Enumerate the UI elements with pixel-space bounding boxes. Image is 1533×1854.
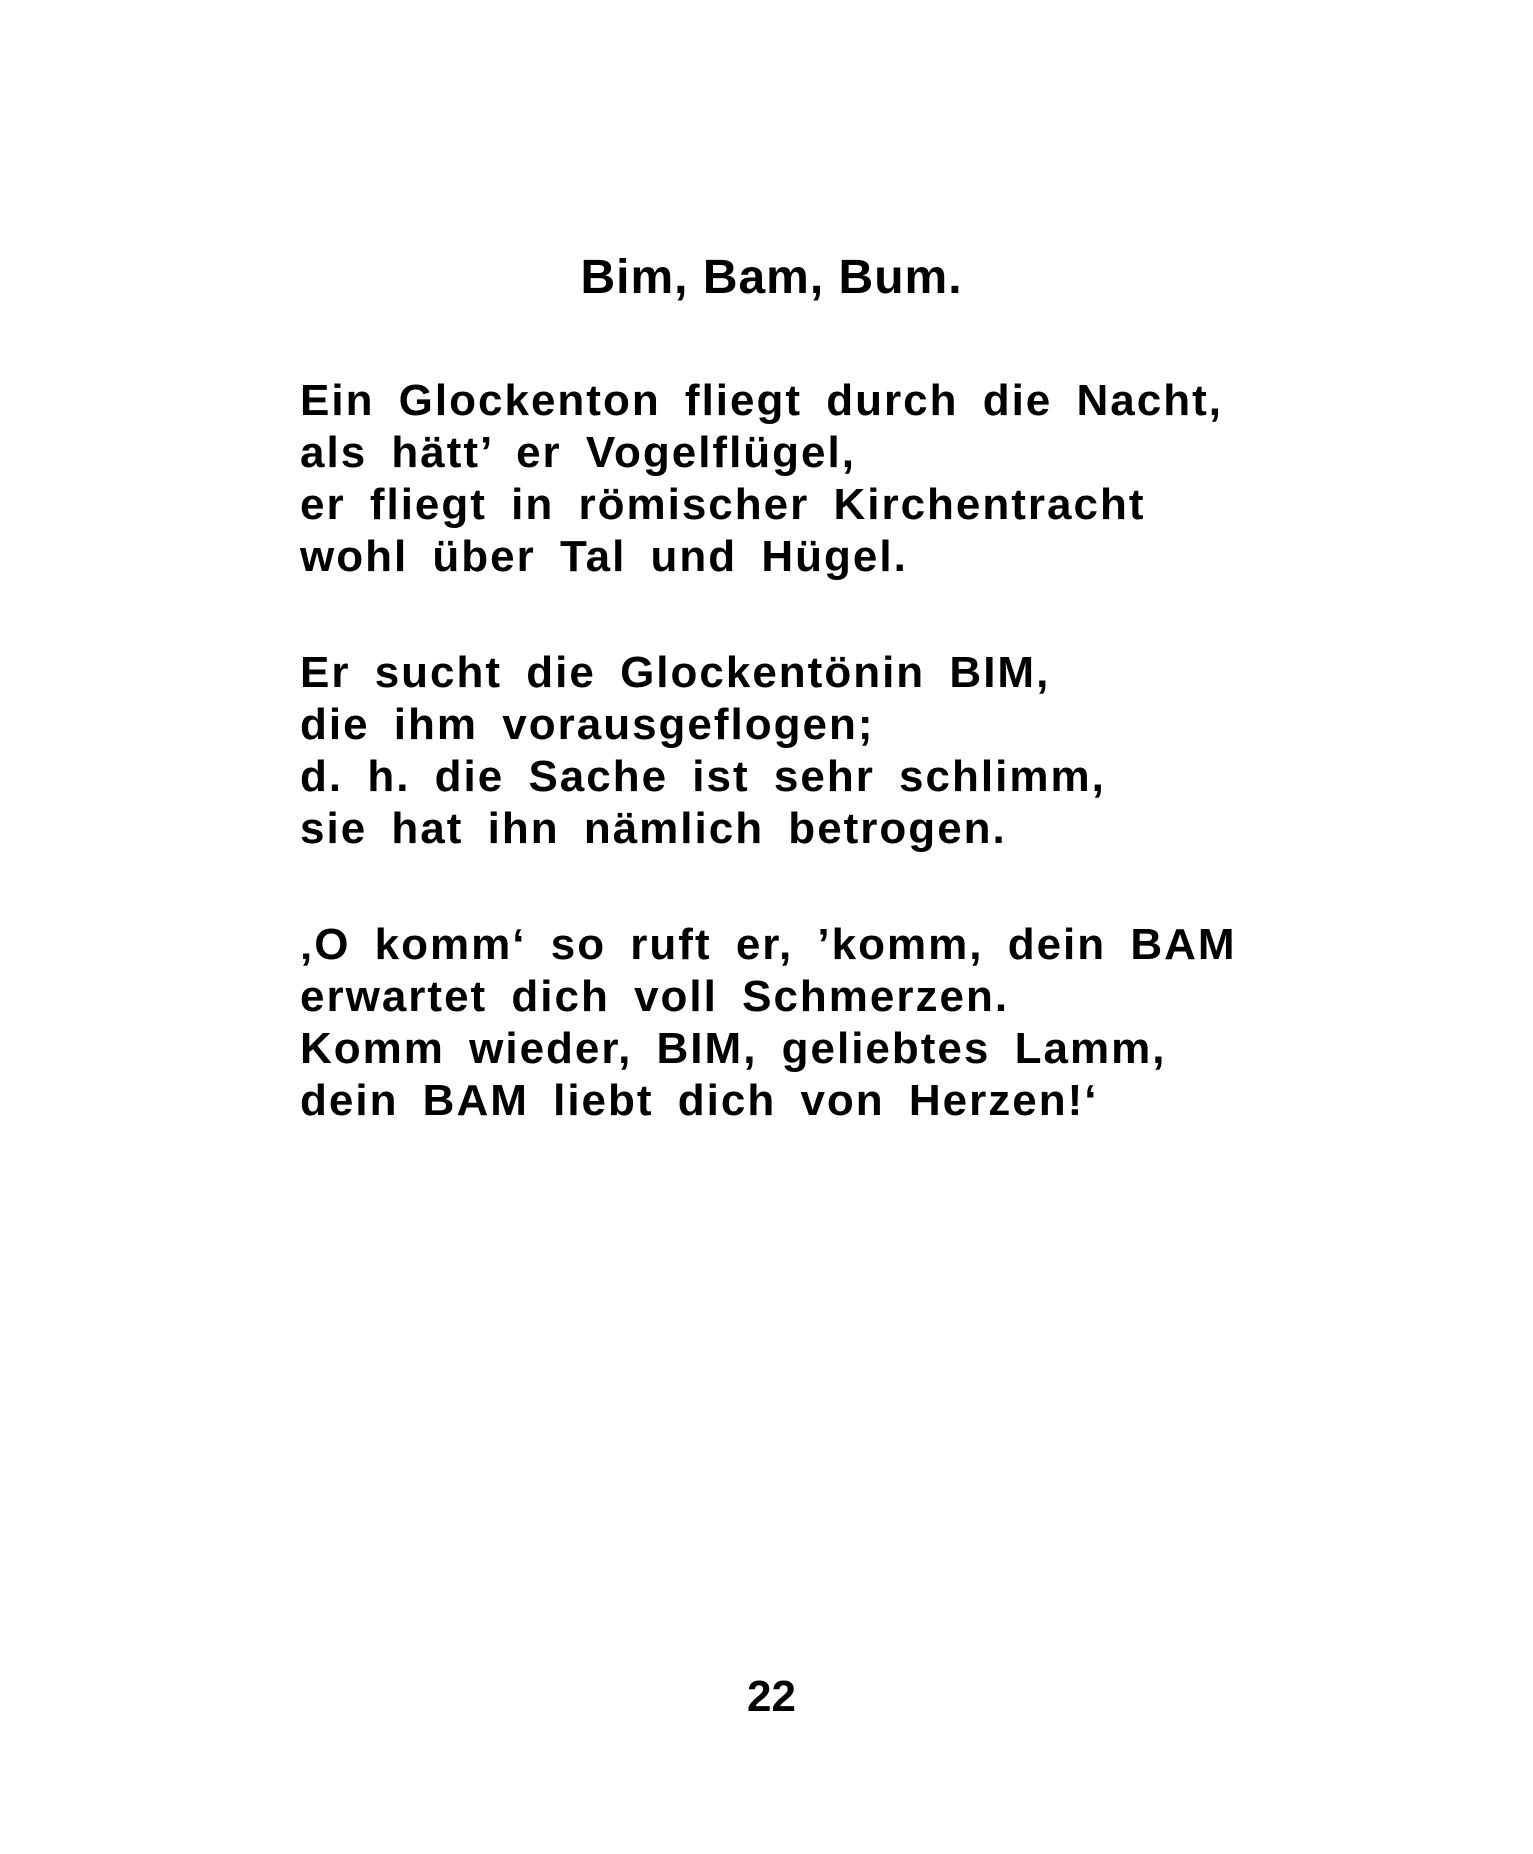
poem-line: sie hat ihn nämlich betrogen. — [300, 804, 1007, 853]
poem-line: ‚O komm‘ so ruft er, ’komm, dein BAM — [300, 920, 1237, 969]
page-number: 22 — [747, 1672, 796, 1721]
poem-line: Ein Glockenton fliegt durch die Nacht, — [300, 376, 1223, 425]
poem-line: die ihm vorausgeflogen; — [300, 700, 875, 749]
poem-line: wohl über Tal und Hügel. — [300, 532, 908, 581]
poem-body — [300, 375, 1300, 1191]
poem-line: als hätt’ er Vogelflügel, — [300, 428, 856, 477]
stanza-1 — [300, 375, 1300, 583]
poem-line: dein BAM liebt dich von Herzen!‘ — [300, 1076, 1099, 1125]
poem-line: Er sucht die Glockentönin BIM, — [300, 648, 1051, 697]
poem-line: d. h. die Sache ist sehr schlimm, — [300, 752, 1106, 801]
poem-line: er fliegt in römischer Kirchentracht — [300, 480, 1146, 529]
poem-line: erwartet dich voll Schmerzen. — [300, 972, 1010, 1021]
poem-title: Bim, Bam, Bum. — [580, 251, 963, 304]
poem-line: Komm wieder, BIM, geliebtes Lamm, — [300, 1024, 1167, 1073]
stanza-2 — [300, 647, 1300, 855]
stanza-3 — [300, 919, 1300, 1127]
